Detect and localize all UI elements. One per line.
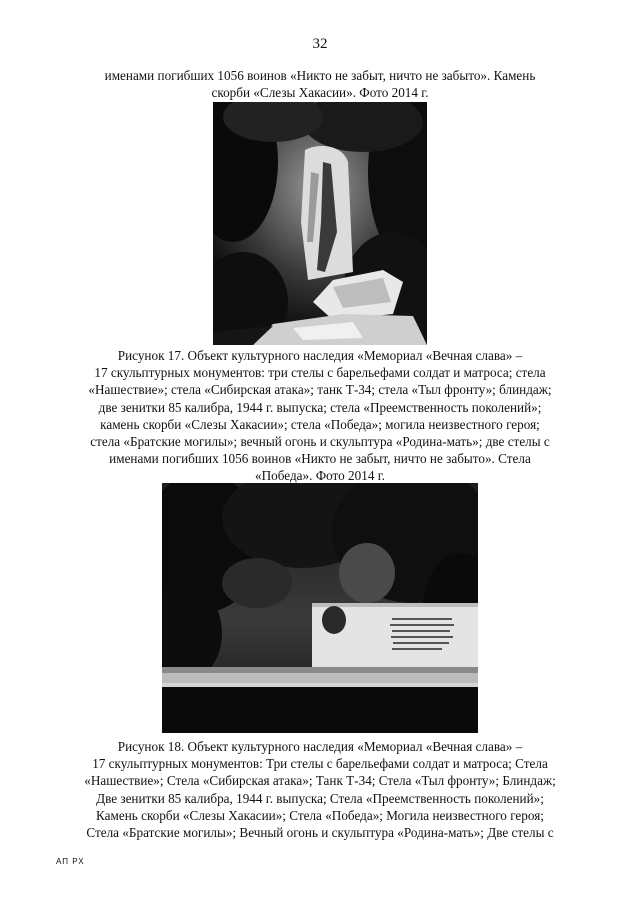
- caption-line: «Победа». Фото 2014 г.: [255, 468, 385, 484]
- caption-line: две зенитки 85 калибра, 1944 г. выпуска; стела «Преемственность поколений»;: [98, 399, 542, 415]
- figure17-caption: [60, 347, 580, 485]
- caption-line: Камень скорби «Слезы Хакасии»; Стела «Победа»; Могила неизвестного героя;: [96, 807, 544, 823]
- caption-line: Две зенитки 85 калибра, 1944 г. выпуска; Стела «Преемственность поколений»;: [96, 790, 544, 806]
- footer-stamp: АП РХ: [56, 857, 85, 866]
- caption-line: именами погибших 1056 воинов «Никто не забыт, ничто не забыто». Стела: [109, 451, 531, 467]
- page-number: 32: [312, 36, 328, 52]
- caption-line: Рисунок 18. Объект культурного наследия «Мемориал «Вечная слава» –: [117, 739, 523, 754]
- caption-line: скорби «Слезы Хакасии». Фото 2014 г.: [211, 85, 429, 101]
- caption-line: стела «Братские могилы»; вечный огонь и скульптура «Родина-мать»; две стелы с: [90, 434, 550, 450]
- figure18-caption: [60, 738, 580, 841]
- photo-stela-pobeda: [162, 483, 478, 733]
- caption-line: именами погибших 1056 воинов «Никто не забыт, ничто не забыто». Камень: [104, 68, 536, 83]
- photo-stone-of-sorrow: [213, 102, 427, 345]
- caption-line: 17 скульптурных монументов: три стелы с барельефами солдат и матроса; стела: [94, 365, 546, 381]
- caption-line: камень скорби «Слезы Хакасии»; стела «Победа»; могила неизвестного героя;: [100, 416, 540, 432]
- caption-line: «Нашествие»; Стела «Сибирская атака»; Танк Т-34; Стела «Тыл фронту»; Блиндаж;: [84, 773, 556, 789]
- caption-line: 17 скульптурных монументов: Три стелы с барельефами солдат и матроса; Стела: [92, 756, 548, 772]
- caption-line: Рисунок 17. Объект культурного наследия «Мемориал «Вечная слава» –: [117, 348, 523, 363]
- top-caption: [60, 67, 580, 101]
- caption-line: «Нашествие»; стела «Сибирская атака»; танк Т-34; стела «Тыл фронту»; блиндаж;: [88, 382, 552, 398]
- caption-line: Стела «Братские могилы»; Вечный огонь и скульптура «Родина-мать»; Две стелы с: [86, 825, 554, 841]
